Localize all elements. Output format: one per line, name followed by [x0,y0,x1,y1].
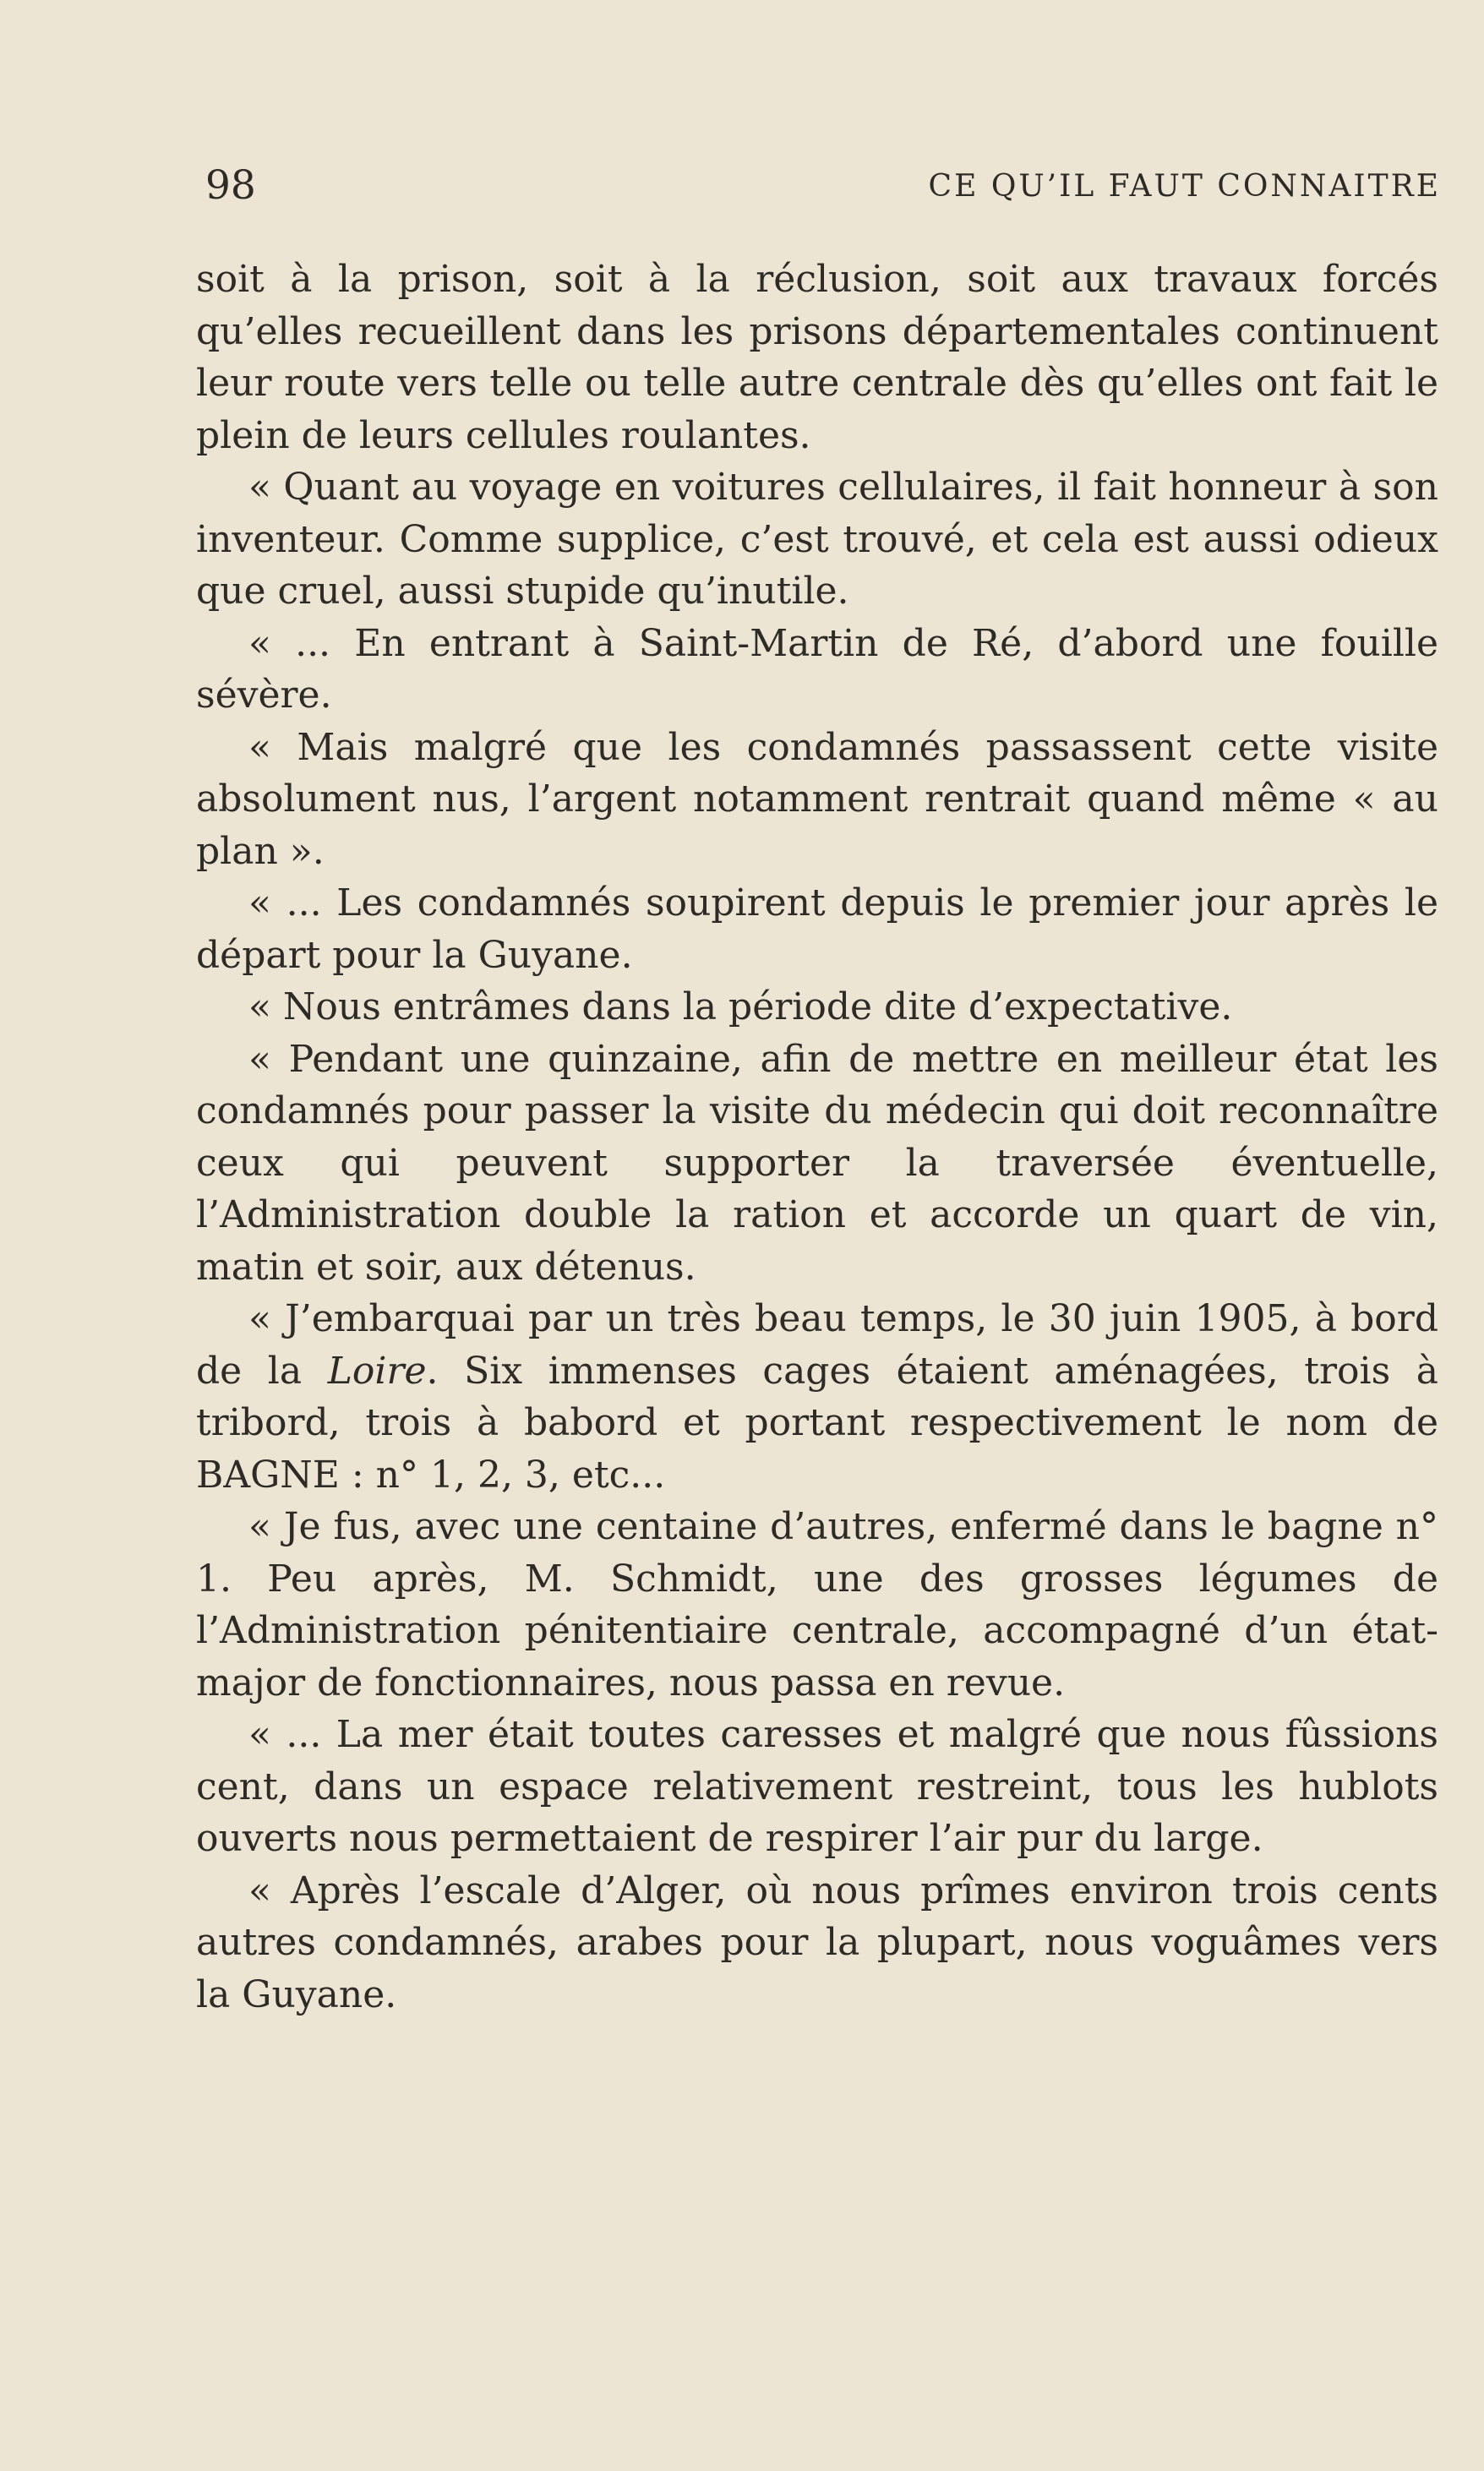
paragraph: « Quant au voyage en voitures cellulaires, il fait honneur à son inventeur. Comme supplice, c’est trouvé, et cela est aussi odieux que cruel, aussi stupide qu’inutile. [196,466,1438,613]
paragraph [196,1293,1438,1501]
paragraph: « ... En entrant à Saint-Martin de Ré, d’abord une fouille sévère. [196,621,1438,717]
paragraph: « Après l’escale d’Alger, où nous prîmes environ trois cents autres condamnés, arabes pour la plupart, nous voguâmes vers la Guyane. [196,1868,1438,2016]
paragraph: « ... Les condamnés soupirent depuis le premier jour après le départ pour la Guyane. [196,881,1438,977]
paragraph: « Nous entrâmes dans la période dite d’expectative. [248,985,1233,1028]
paragraph: « ... La mer était toutes caresses et malgré que nous fûssions cent, dans un espace relativement restreint, tous les hublots ouverts nous permettaient de respirer l’air pur du large. [196,1713,1438,1860]
body-text [196,254,1438,2021]
text-run: . Six immenses cages étaient aménagées, trois à tribord, trois à babord et portant respectivement le nom de BAGNE : n° 1, 2, 3, etc... [196,1349,1438,1497]
page-number: 98 [205,162,256,209]
paragraph: « Pendant une quinzaine, afin de mettre en meilleur état les condamnés pour passer la visite du médecin qui doit reconnaître ceux qui peuvent supporter la traversée éventuelle, l’Administration double la ration et accorde un quart de vin, matin et soir, aux détenus. [196,1037,1438,1289]
text-run: « J’embarquai par un très beau temps, le 30 juin 1905, à bord de la [196,1297,1438,1393]
running-head: CE QU’IL FAUT CONNAITRE [928,169,1441,204]
paragraph: « Je fus, avec une centaine d’autres, enfermé dans le bagne n° 1. Peu après, M. Schmidt, une des grosses légumes de l’Administration pénitentiaire centrale, accompagné d’un état-major de fonctionnaires, nous passa en revue. [196,1505,1438,1705]
ship-name: Loire [327,1349,427,1393]
paragraph: soit à la prison, soit à la réclusion, soit aux travaux forcés qu’elles recueillent dans les prisons départementales continuent leur route vers telle ou telle autre centrale dès qu’elles ont fait le plein de leurs cellules roulantes. [196,258,1438,457]
page-header [205,161,1441,211]
paragraph: « Mais malgré que les condamnés passassent cette visite absolument nus, l’argent notamment rentrait quand même « au plan ». [196,725,1438,873]
